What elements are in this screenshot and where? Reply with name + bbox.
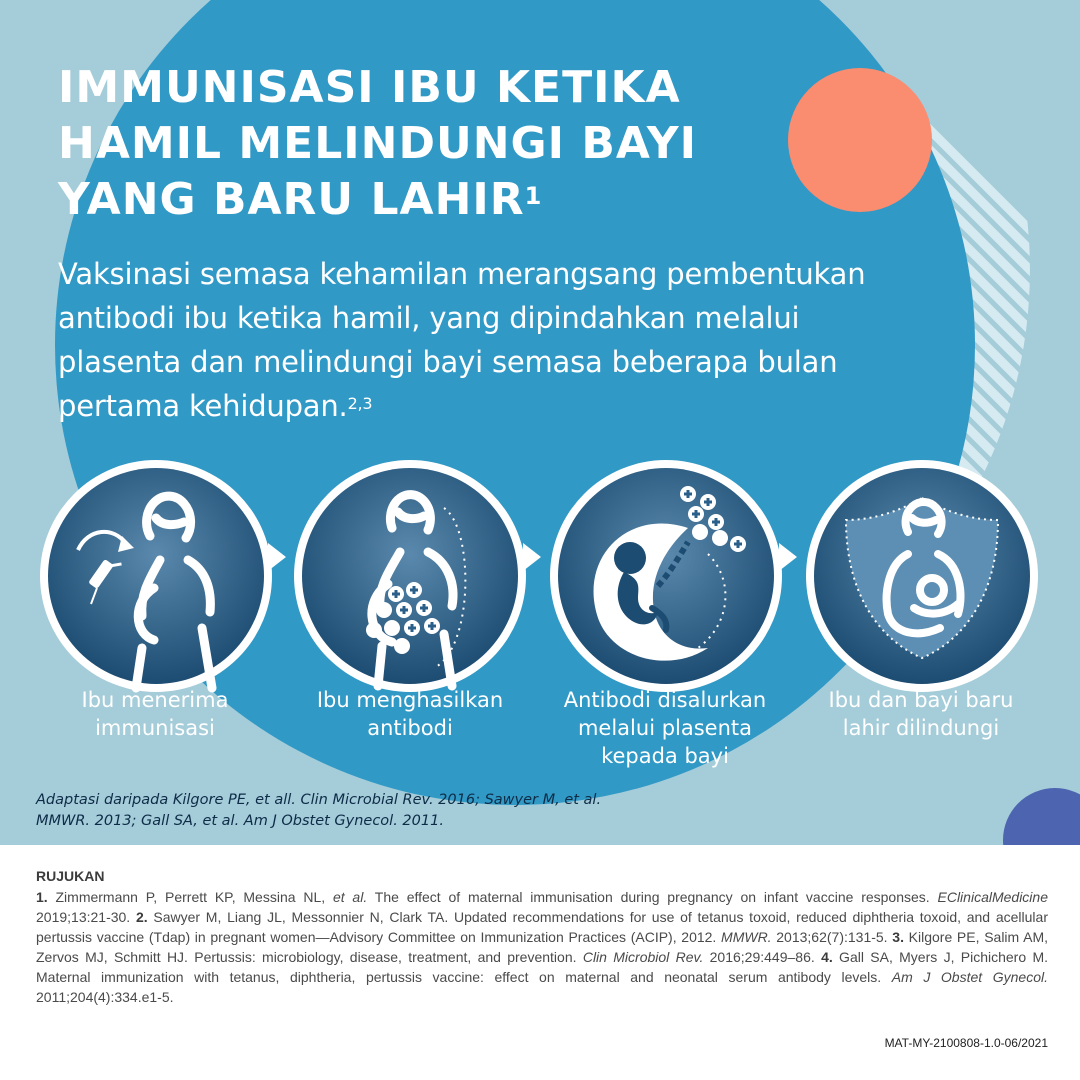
step-1-caption: Ibu menerima immunisasi xyxy=(81,688,229,740)
references-section xyxy=(36,868,1048,1007)
title-line-3: YANG BARU LAHIR xyxy=(58,174,525,225)
adaptation-source: Adaptasi daripada Kilgore PE, et all. Clin Microbial Rev. 2016; Sawyer M, et al. MMWR. 2013; Gall SA, et al. Am J Obstet Gynecol. 2011. xyxy=(36,792,602,829)
step-4-icon-circle xyxy=(804,458,1040,694)
references-list: 1. Zimmermann P, Perrett KP, Messina NL, et al. The effect of maternal immunisation during pregnancy on infant vaccine responses. EClinicalMedicine 2019;13:21-30. 2. Sawyer M, Liang JL, Messonnier N, Clark TA. Updated recommendations for use of tetanus toxoid, reduced diphtheria toxoid, and acellular pertussis vaccine (Tdap) in pregnant women—Advisory Committee on Immunization Practices (ACIP), 2012. MMWR. 2013;62(7):131-5. 3. Kilgore PE, Salim AM, Zervos MJ, Schmitt HJ. Pertussis: microbiology, disease, treatment, and prevention. Clin Microbiol Rev. 2016;29:449–86. 4. Gall SA, Myers J, Pichichero M. Maternal immunization with tetanus, diphtheria, pertussis vaccine: effect on maternal and neonatal serum antibody levels. Am J Obstet Gynecol. 2011;204(4):334.e1-5. xyxy=(36,889,1049,1005)
purple-circle-decoration xyxy=(1003,788,1080,845)
material-code: MAT-MY-2100808-1.0-06/2021 xyxy=(884,1036,1048,1050)
title-line-2: HAMIL MELINDUNGI BAYI xyxy=(58,118,697,169)
page-title xyxy=(58,60,758,228)
step-arrow-3 xyxy=(779,543,797,571)
step-3-icon-circle xyxy=(548,458,784,694)
step-3-caption: Antibodi disalurkan melalui plasenta kepada bayi xyxy=(563,688,767,768)
step-2-caption: Ibu menghasilkan antibodi xyxy=(316,688,504,740)
step-arrow-1 xyxy=(268,543,286,571)
step-4-caption: Ibu dan bayi baru lahir dilindungi xyxy=(828,688,1014,740)
step-1-icon-circle xyxy=(38,458,274,694)
coral-circle-decoration xyxy=(788,68,932,212)
title-citation: 1 xyxy=(524,182,543,210)
intro-paragraph xyxy=(58,252,928,428)
intro-citation: 2,3 xyxy=(347,394,373,413)
title-line-1: IMMUNISASI IBU KETIKA xyxy=(58,62,681,113)
references-heading: RUJUKAN xyxy=(36,868,105,884)
intro-text: Vaksinasi semasa kehamilan merangsang pembentukan antibodi ibu ketika hamil, yang dipindahkan melalui plasenta dan melindungi bayi semasa beberapa bulan pertama kehidupan. xyxy=(58,257,866,423)
step-arrow-2 xyxy=(523,543,541,571)
step-2-icon-circle xyxy=(292,458,528,694)
